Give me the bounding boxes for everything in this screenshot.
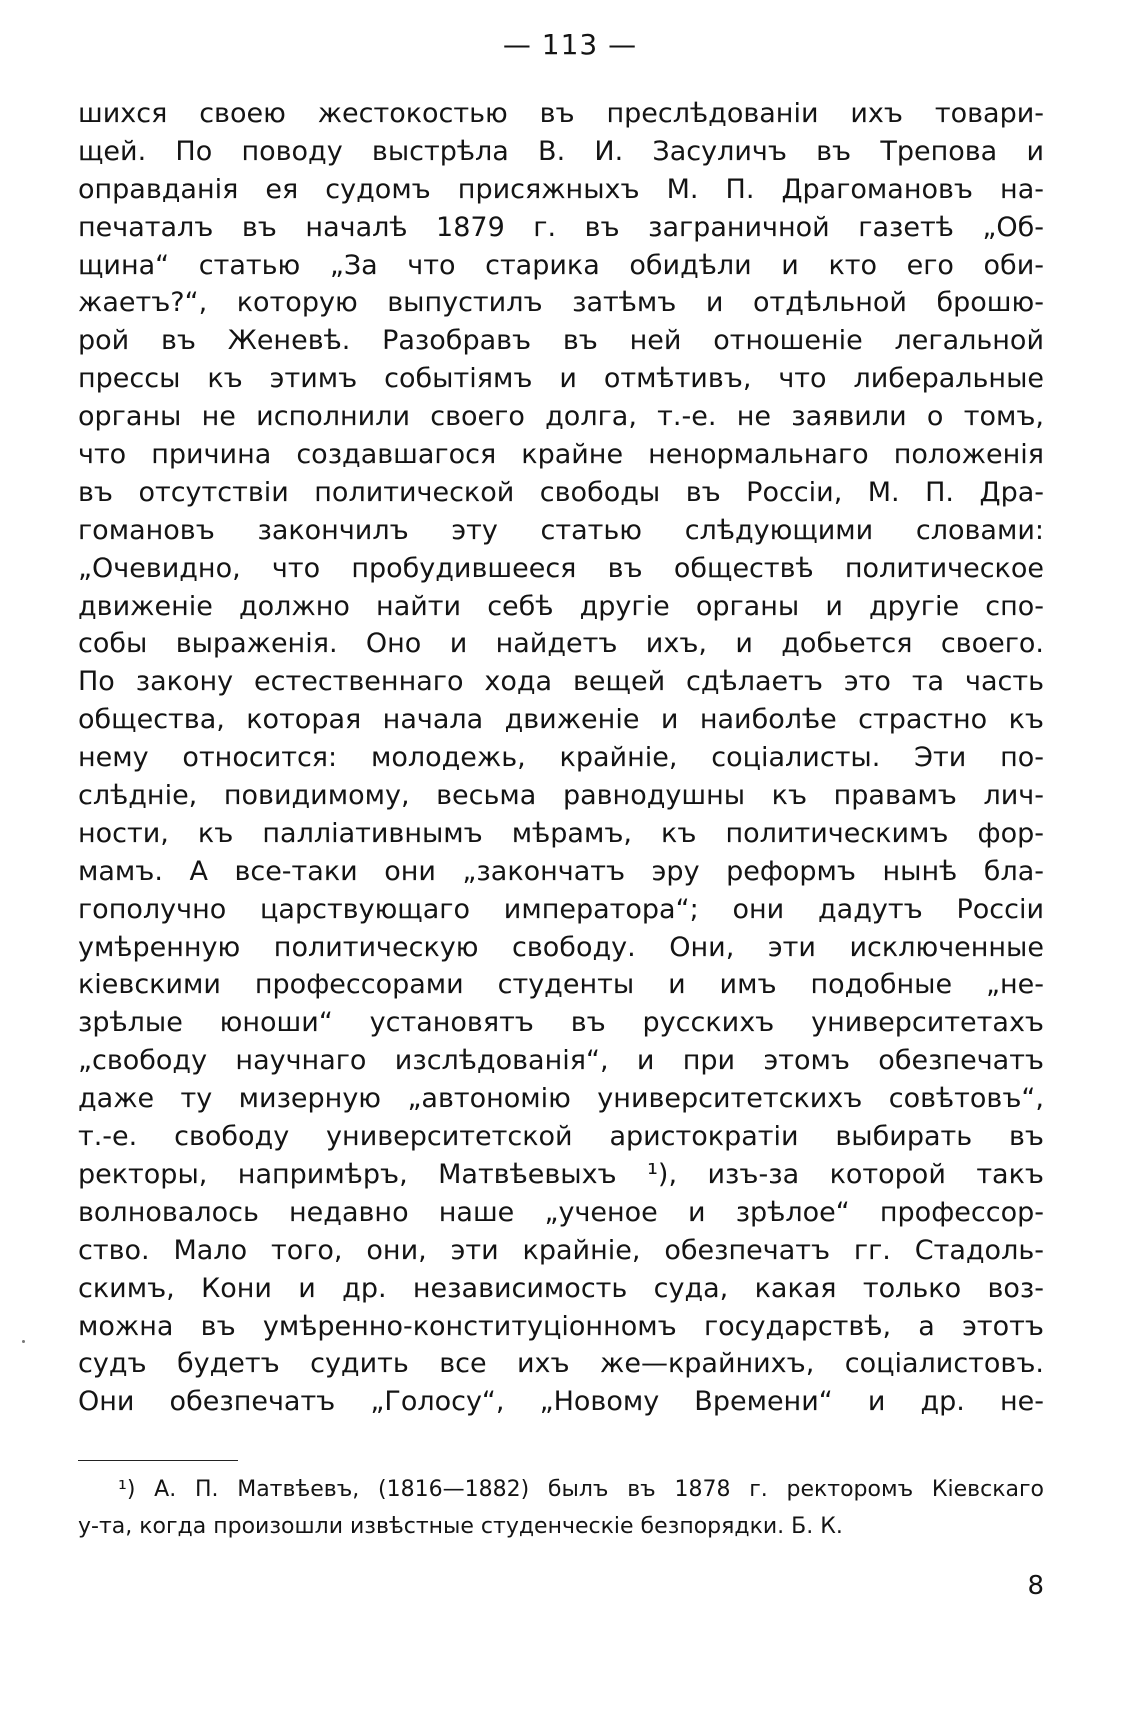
text-line: прессы къ этимъ событіямъ и отмѣтивъ, что либеральные [78, 363, 1044, 395]
footnote-line: у-та, когда произошли извѣстные студенческіе безпорядки. Б. К. [78, 1514, 843, 1539]
text-line: мамъ. А все-таки они „закончатъ эру реформъ нынѣ бла- [78, 855, 1044, 887]
text-line: слѣдніе, повидимому, весьма равнодушны къ правамъ лич- [78, 780, 1044, 812]
text-line: гополучно царствующаго императора“; они дадутъ Россіи [78, 893, 1044, 925]
text-line: собы выраженія. Оно и найдетъ ихъ, и добьется своего. [78, 628, 1044, 660]
text-line: оправданія ея судомъ присяжныхъ М. П. Драгомановъ на- [78, 173, 1044, 205]
footnote-divider [78, 1460, 238, 1461]
text-line: жаетъ?“, которую выпустилъ затѣмъ и отдѣльной брошю- [78, 287, 1044, 319]
scan-speck [22, 1340, 25, 1343]
text-line: умѣренную политическую свободу. Они, эти исключенные [78, 931, 1044, 963]
text-line: судъ будетъ судить все ихъ же—крайнихъ, соціалистовъ. [78, 1348, 1044, 1380]
text-line: даже ту мизерную „автономію университетскихъ совѣтовъ“, [78, 1083, 1044, 1115]
text-line: „свободу научнаго изслѣдованія“, и при этомъ обезпечатъ [78, 1045, 1044, 1077]
text-line: общества, которая начала движеніе и наиболѣе страстно къ [78, 704, 1044, 736]
text-line: что причина создавшагося крайне ненормальнаго положенія [78, 439, 1044, 471]
footnote-line: ¹) А. П. Матвѣевъ, (1816—1882) былъ въ 1878 г. ректоромъ Кіевскаго [118, 1477, 1044, 1502]
body-text [78, 95, 1044, 1421]
text-line: ности, къ палліативнымъ мѣрамъ, къ политическимъ фор- [78, 817, 1044, 849]
text-line: щей. По поводу выстрѣла В. И. Засуличъ въ Трепова и [78, 135, 1044, 167]
text-line: кіевскими профессорами студенты и имъ подобные „не- [78, 969, 1044, 1001]
text-line: печаталъ въ началѣ 1879 г. въ заграничной газетѣ „Об- [78, 211, 1044, 243]
text-line: ректоры, напримѣръ, Матвѣевыхъ ¹), изъ-за которой такъ [78, 1158, 1044, 1190]
page-number-header: — 113 — [502, 28, 638, 61]
text-line: щина“ статью „За что старика обидѣли и кто его оби- [78, 249, 1044, 281]
text-line: органы не исполнили своего долга, т.-е. не заявили о томъ, [78, 401, 1044, 433]
text-line: „Очевидно, что пробудившееся въ обществѣ политическое [78, 552, 1044, 584]
text-line: гомановъ закончилъ эту статью слѣдующими словами: [78, 514, 1044, 546]
text-line: волновалось недавно наше „ученое и зрѣлое“ профессор- [78, 1196, 1044, 1228]
text-line: можна въ умѣренно-конституціонномъ государствѣ, а этотъ [78, 1310, 1044, 1342]
text-line: Они обезпечатъ „Голосу“, „Новому Времени“ и др. не- [78, 1386, 1044, 1418]
text-line: ство. Мало того, они, эти крайніе, обезпечатъ гг. Стадоль- [78, 1234, 1044, 1266]
text-line: По закону естественнаго хода вещей сдѣлаетъ это та часть [78, 666, 1044, 698]
signature-mark: 8 [1027, 1571, 1044, 1601]
text-line: нему относится: молодежь, крайніе, соціалисты. Эти по- [78, 742, 1044, 774]
text-line: скимъ, Кони и др. независимость суда, какая только воз- [78, 1272, 1044, 1304]
footnote [78, 1471, 1044, 1545]
text-line: т.-е. свободу университетской аристократіи выбирать въ [78, 1121, 1044, 1153]
text-line: шихся своею жестокостью въ преслѣдованіи ихъ товари- [78, 98, 1044, 129]
text-line: зрѣлые юноши“ установятъ въ русскихъ университетахъ [78, 1007, 1044, 1039]
text-line: рой въ Женевѣ. Разобравъ въ ней отношеніе легальной [78, 325, 1044, 357]
text-line: въ отсутствіи политической свободы въ Россіи, М. П. Дра- [78, 476, 1044, 508]
text-line: движеніе должно найти себѣ другіе органы и другіе спо- [78, 590, 1044, 622]
